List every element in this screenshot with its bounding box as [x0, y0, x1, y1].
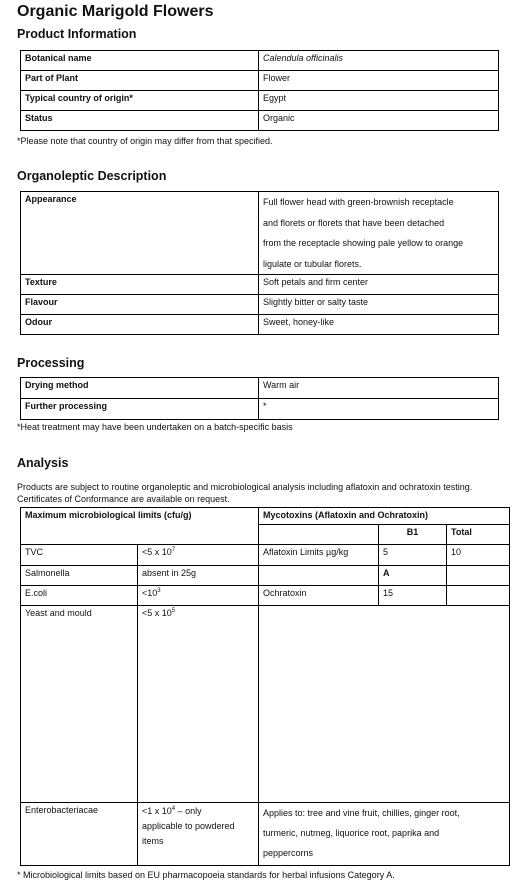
- table-row: [21, 295, 499, 315]
- tvc-exp: 7: [171, 547, 176, 553]
- table-row: [21, 378, 499, 399]
- drying-method-label: Drying method: [21, 378, 259, 399]
- entero-line: applicable to powdered: [142, 821, 235, 831]
- microbiology-table: [20, 507, 510, 866]
- appearance-line: and florets or florets that have been detached: [263, 217, 445, 228]
- table-row: [21, 545, 510, 566]
- a-label: A: [379, 566, 447, 586]
- status-value: Organic: [259, 111, 499, 131]
- applies-line: peppercorns: [263, 848, 314, 858]
- b1-header: B1: [379, 525, 447, 545]
- tvc-value: [138, 545, 259, 566]
- table-row: [21, 525, 510, 545]
- tvc-label: TVC: [21, 545, 138, 566]
- entero-exp: 4: [171, 806, 176, 812]
- part-of-plant-label: Part of Plant: [21, 71, 259, 91]
- origin-label: Typical country of origin*: [21, 91, 259, 111]
- botanical-name-label: Botanical name: [21, 51, 259, 71]
- microbiology-footnote: * Microbiological limits based on EU pharmacopoeia standards for herbal infusions Category A.: [17, 870, 395, 880]
- further-processing-value: *: [259, 399, 499, 420]
- aflatoxin-total: 10: [447, 545, 510, 566]
- yeast-exp: 5: [171, 608, 176, 614]
- flavour-label: Flavour: [21, 295, 259, 315]
- entero-line: items: [142, 836, 164, 846]
- yeast-value: [138, 606, 259, 803]
- analysis-heading: Analysis: [17, 456, 69, 470]
- aflatoxin-label: Aflatoxin Limits µg/kg: [259, 545, 379, 566]
- table-row: [21, 803, 510, 866]
- entero-base: <1 x 10: [142, 806, 172, 816]
- organoleptic-table: [20, 191, 499, 335]
- blank-cell: [447, 566, 510, 586]
- status-label: Status: [21, 111, 259, 131]
- yeast-label: Yeast and mould: [21, 606, 138, 803]
- entero-line: [142, 804, 254, 819]
- table-row: [21, 586, 510, 606]
- processing-heading: Processing: [17, 356, 85, 370]
- table-row: [21, 315, 499, 335]
- appearance-value: [259, 192, 499, 275]
- blank-cell: [259, 566, 379, 586]
- origin-note: *Please note that country of origin may differ from that specified.: [17, 136, 273, 146]
- aflatoxin-b1: 5: [379, 545, 447, 566]
- blank-cell: [21, 525, 259, 545]
- table-row: [21, 71, 499, 91]
- tvc-base: <5 x 10: [142, 547, 172, 557]
- ecoli-value: [138, 586, 259, 606]
- odour-label: Odour: [21, 315, 259, 335]
- ecoli-exp: 3: [157, 588, 161, 594]
- entero-suffix: – only: [175, 806, 202, 816]
- applies-line: Applies to: tree and vine fruit, chillies, ginger root,: [263, 808, 460, 818]
- analysis-paragraph: Products are subject to routine organoleptic and microbiological analysis including aflatoxin and ochratoxin testing. Certificates of Conformance are available on request.: [17, 482, 473, 504]
- further-processing-label: Further processing: [21, 399, 259, 420]
- odour-value: Sweet, honey-like: [259, 315, 499, 335]
- table-row: [21, 91, 499, 111]
- blank-cell: [447, 586, 510, 606]
- page-title: Organic Marigold Flowers: [17, 3, 214, 20]
- product-info-table: [20, 50, 499, 131]
- ochratoxin-label: Ochratoxin: [259, 586, 379, 606]
- appearance-line: Full flower head with green-brownish receptacle: [263, 197, 454, 207]
- entero-applies: [259, 803, 510, 866]
- yeast-base: <5 x 10: [142, 608, 172, 618]
- processing-table: [20, 377, 499, 420]
- entero-label: Enterobacteriacae: [21, 803, 138, 866]
- drying-method-value: Warm air: [259, 378, 499, 399]
- table-row: [21, 566, 510, 586]
- texture-label: Texture: [21, 275, 259, 295]
- appearance-label: Appearance: [21, 192, 259, 275]
- blank-cell: [259, 606, 510, 803]
- botanical-name-value: Calendula officinalis: [259, 51, 499, 71]
- appearance-line: ligulate or tubular florets.: [263, 258, 362, 269]
- blank-cell: [259, 525, 379, 545]
- ecoli-label: E.coli: [21, 586, 138, 606]
- table-row: [21, 51, 499, 71]
- organoleptic-heading: Organoleptic Description: [17, 169, 167, 183]
- table-row: [21, 508, 510, 525]
- applies-line: turmeric, nutmeg, liquorice root, paprika and: [263, 828, 440, 838]
- mycotoxins-header: Mycotoxins (Aflatoxin and Ochratoxin): [259, 508, 510, 525]
- micro-limits-header: Maximum microbiological limits (cfu/g): [21, 508, 259, 525]
- ochratoxin-value: 15: [379, 586, 447, 606]
- heat-treatment-note: *Heat treatment may have been undertaken on a batch-specific basis: [17, 422, 293, 432]
- part-of-plant-value: Flower: [259, 71, 499, 91]
- flavour-value: Slightly bitter or salty taste: [259, 295, 499, 315]
- appearance-line: from the receptacle showing pale yellow to orange: [263, 238, 464, 248]
- total-header: Total: [447, 525, 510, 545]
- table-row: [21, 275, 499, 295]
- table-row: [21, 606, 510, 803]
- texture-value: Soft petals and firm center: [259, 275, 499, 295]
- ecoli-base: <10: [142, 588, 158, 598]
- salmonella-value: absent in 25g: [138, 566, 259, 586]
- table-row: [21, 111, 499, 131]
- table-row: [21, 399, 499, 420]
- product-info-heading: Product Information: [17, 27, 137, 41]
- table-row: [21, 192, 499, 275]
- origin-value: Egypt: [259, 91, 499, 111]
- entero-value: [138, 803, 259, 866]
- salmonella-label: Salmonella: [21, 566, 138, 586]
